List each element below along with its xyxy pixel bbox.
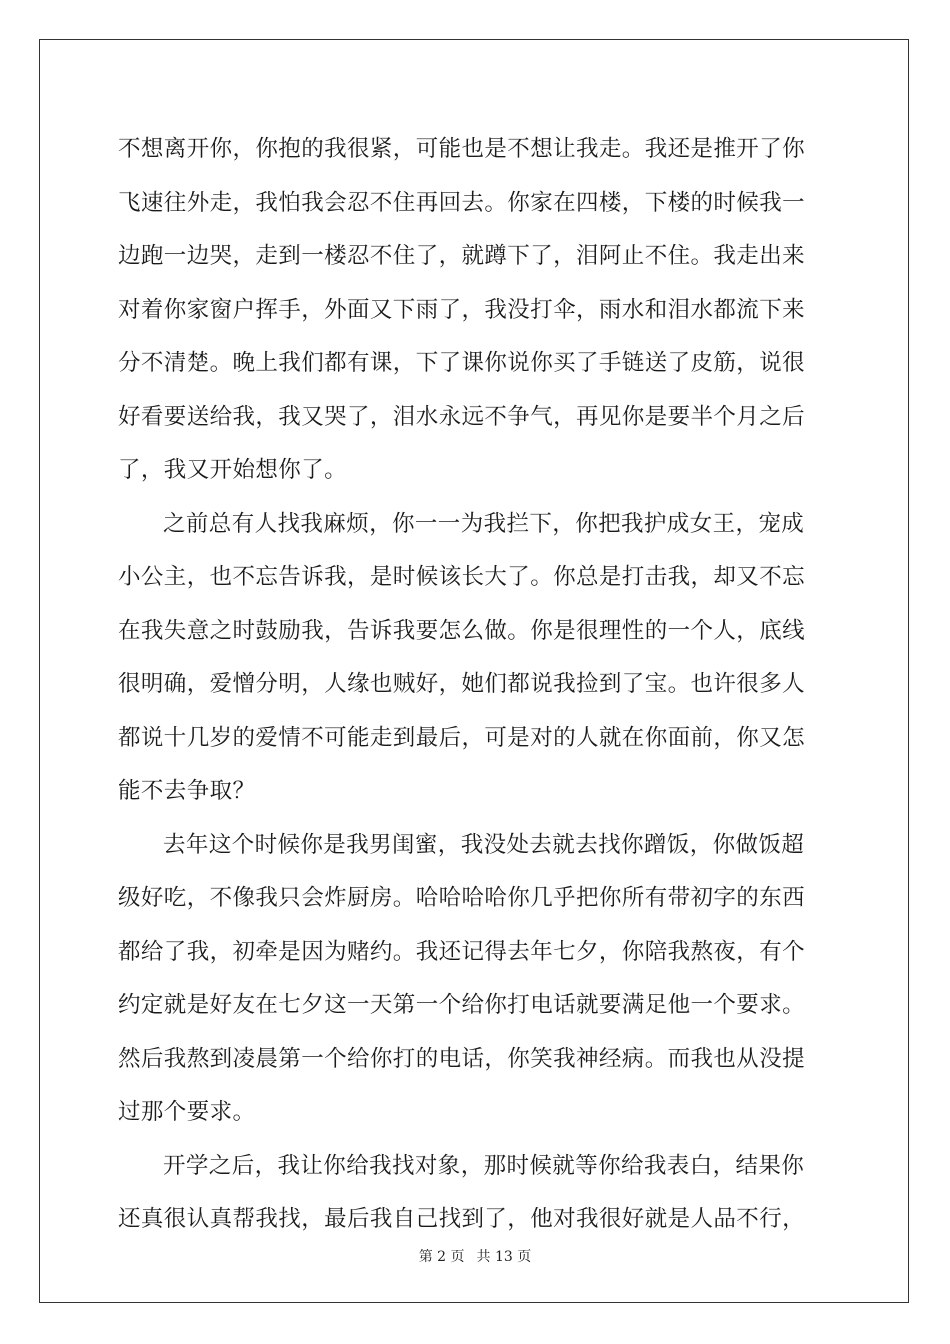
paragraph-1 bbox=[118, 123, 834, 498]
text-line: 去年这个时候你是我男闺蜜，我没处去就去找你蹭饭，你做饭超 bbox=[163, 831, 805, 858]
text-line: 级好吃，不像我只会炸厨房。哈哈哈哈你几乎把你所有带初字的东西 bbox=[118, 885, 806, 911]
text-line: 不想离开你，你抱的我很紧，可能也是不想让我走。我还是推开了你 bbox=[118, 136, 806, 162]
text-line: 都说十几岁的爱情不可能走到最后，可是对的人就在你面前，你又怎 bbox=[118, 724, 806, 751]
page-total: 共 13 页 bbox=[476, 1249, 532, 1265]
document-body bbox=[118, 123, 834, 1247]
text-line: 小公主，也不忘告诉我，是时候该长大了。你总是打击我，却又不忘 bbox=[118, 564, 806, 590]
text-line: 好看要送给我，我又哭了，泪水永远不争气，再见你是要半个月之后 bbox=[118, 403, 806, 430]
text-line: 约定就是好友在七夕这一天第一个给你打电话就要满足他一个要求。 bbox=[118, 992, 806, 1018]
text-line: 在我失意之时鼓励我，告诉我要怎么做。你是很理性的一个人，底线 bbox=[118, 617, 806, 644]
text-line: 能不去争取？ bbox=[118, 778, 256, 804]
text-line: 分不清楚。晚上我们都有课，下了课你说你买了手链送了皮筋，说很 bbox=[118, 350, 806, 376]
text-line: 飞速往外走，我怕我会忍不住再回去。你家在四楼，下楼的时候我一 bbox=[118, 189, 806, 216]
text-line: 之前总有人找我麻烦，你一一为我拦下，你把我护成女王，宠成 bbox=[163, 510, 805, 537]
text-line: 了，我又开始想你了。 bbox=[118, 457, 348, 483]
text-line: 还真很认真帮我找，最后我自己找到了，他对我很好就是人品不行， bbox=[118, 1206, 806, 1232]
text-line: 然后我熬到凌晨第一个给你打的电话，你笑我神经病。而我也从没提 bbox=[118, 1045, 806, 1072]
text-line: 对着你家窗户挥手，外面又下雨了，我没打伞，雨水和泪水都流下来 bbox=[118, 296, 806, 323]
text-line: 边跑一边哭，走到一楼忍不住了，就蹲下了，泪阿止不住。我走出来 bbox=[118, 243, 806, 269]
text-line: 过那个要求。 bbox=[118, 1099, 256, 1125]
text-line: 都给了我，初牵是因为赌约。我还记得去年七夕，你陪我熬夜，有个 bbox=[118, 938, 806, 965]
paragraph-2 bbox=[118, 498, 834, 819]
page-number: 第 2 页 bbox=[418, 1249, 465, 1265]
text-line: 很明确，爱憎分明，人缘也贼好，她们都说我捡到了宝。也许很多人 bbox=[118, 671, 806, 697]
page-footer bbox=[0, 1246, 950, 1266]
text-line: 开学之后，我让你给我找对象，那时候就等你给我表白，结果你 bbox=[163, 1152, 805, 1179]
paragraph-3 bbox=[118, 819, 834, 1140]
paragraph-4 bbox=[118, 1140, 834, 1247]
